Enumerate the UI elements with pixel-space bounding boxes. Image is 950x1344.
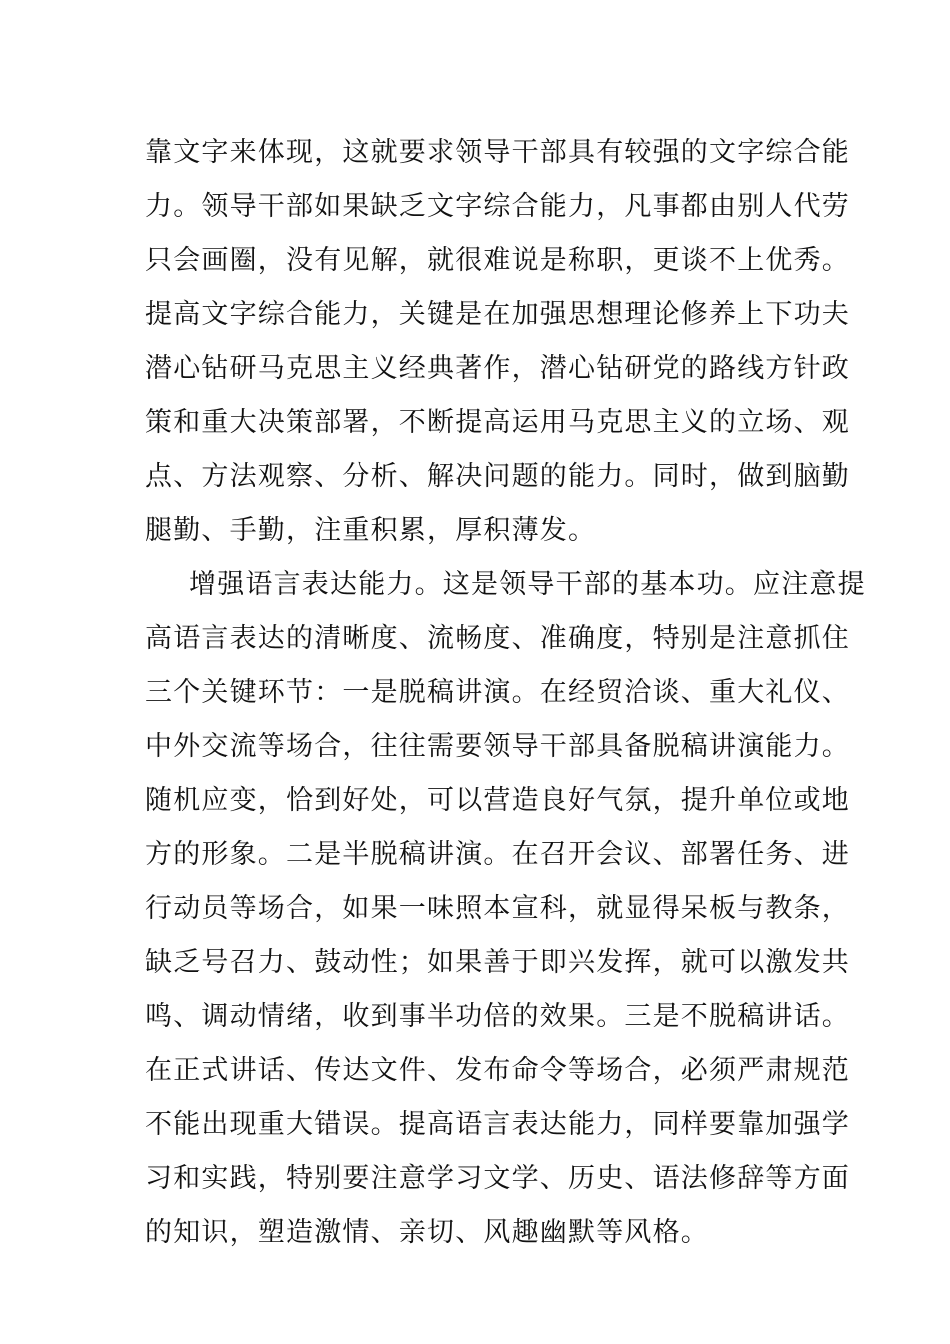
text-line: 不能出现重大错误。提高语言表达能力，同样要靠加强学 bbox=[145, 1109, 850, 1140]
paragraph-start-line: 增强语言表达能力。这是领导干部的基本功。应注意提 bbox=[189, 569, 866, 600]
text-line: 鸣、调动情绪，收到事半功倍的效果。三是不脱稿讲话。 bbox=[145, 1001, 850, 1032]
text-line: 策和重大决策部署，不断提高运用马克思主义的立场、观 bbox=[145, 407, 850, 438]
text-line: 力。领导干部如果缺乏文字综合能力，凡事都由别人代劳 bbox=[145, 191, 850, 222]
text-line: 潜心钻研马克思主义经典著作，潜心钻研党的路线方针政 bbox=[145, 353, 850, 384]
text-line: 提高文字综合能力，关键是在加强思想理论修养上下功夫 bbox=[145, 299, 850, 330]
text-line: 高语言表达的清晰度、流畅度、准确度，特别是注意抓住 bbox=[145, 623, 850, 654]
text-line: 方的形象。二是半脱稿讲演。在召开会议、部署任务、进 bbox=[145, 839, 850, 870]
text-line: 中外交流等场合，往往需要领导干部具备脱稿讲演能力。 bbox=[145, 731, 850, 762]
text-line: 三个关键环节：一是脱稿讲演。在经贸洽谈、重大礼仪、 bbox=[145, 677, 850, 708]
text-line: 缺乏号召力、鼓动性；如果善于即兴发挥，就可以激发共 bbox=[145, 947, 850, 978]
text-line: 习和实践，特别要注意学习文学、历史、语法修辞等方面 bbox=[145, 1163, 850, 1194]
text-line: 的知识，塑造激情、亲切、风趣幽默等风格。 bbox=[145, 1217, 709, 1248]
document-body bbox=[145, 126, 866, 1260]
text-line: 只会画圈，没有见解，就很难说是称职，更谈不上优秀。 bbox=[145, 245, 850, 276]
text-line: 腿勤、手勤，注重积累，厚积薄发。 bbox=[145, 515, 597, 546]
text-line: 点、方法观察、分析、解决问题的能力。同时，做到脑勤 bbox=[145, 461, 850, 492]
text-line: 在正式讲话、传达文件、发布命令等场合，必须严肃规范 bbox=[145, 1055, 850, 1086]
text-line: 靠文字来体现，这就要求领导干部具有较强的文字综合能 bbox=[145, 137, 850, 168]
text-line: 随机应变，恰到好处，可以营造良好气氛，提升单位或地 bbox=[145, 785, 850, 816]
text-line: 行动员等场合，如果一味照本宣科，就显得呆板与教条， bbox=[145, 893, 850, 924]
